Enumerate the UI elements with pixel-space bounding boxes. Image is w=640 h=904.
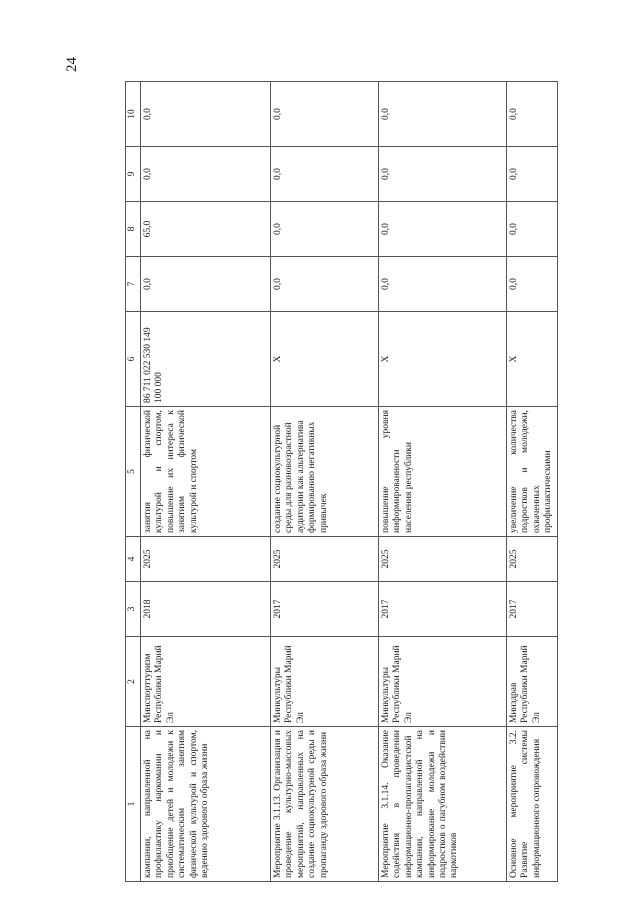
start-year-cell: 2017: [271, 582, 379, 637]
value-cell: 0,0: [271, 202, 379, 257]
program-table: [125, 81, 558, 882]
measure-name-cell: Основное мероприятие 3.2. Развитие системы информационного сопровождения: [507, 727, 558, 882]
end-year-cell: 2025: [507, 537, 558, 582]
end-year-cell: 2025: [271, 537, 379, 582]
value-cell: 0,0: [507, 147, 558, 202]
result-cell: увеличение количества подростков и молодежи, охваченных профилактическими: [507, 407, 558, 537]
start-year-cell: 2017: [507, 582, 558, 637]
page-number: 24: [64, 57, 80, 72]
table-row: [379, 82, 507, 882]
executor-cell: Минкультуры Республики Марий Эл: [271, 637, 379, 727]
value-cell: 0,0: [141, 257, 271, 312]
measure-name-cell: Мероприятие 3.1.14. Оказание содействия в проведении информационно-пропагандистской кампании, направленной на информирование молодежи и подростков о пагубном воздействии наркотиков: [379, 727, 507, 882]
end-year-cell: 2025: [379, 537, 507, 582]
table-header-row: [126, 82, 141, 882]
value-cell: 0,0: [379, 202, 507, 257]
value-cell: 0,0: [271, 82, 379, 147]
end-year-cell: 2025: [141, 537, 271, 582]
rotated-table-container: [125, 82, 554, 882]
executor-cell: Минкультуры Республики Марий Эл: [379, 637, 507, 727]
value-cell: 0,0: [271, 147, 379, 202]
table-row: [271, 82, 379, 882]
table-row: [507, 82, 558, 882]
value-cell: 0,0: [141, 82, 271, 147]
header-cell: 8: [126, 202, 141, 257]
header-cell: 2: [126, 637, 141, 727]
header-cell: 10: [126, 82, 141, 147]
executor-cell: Минздрав Республики Марий Эл: [507, 637, 558, 727]
header-cell: 9: [126, 147, 141, 202]
result-cell: создание социокультурной среды для разновозрастной аудитории как альтернатива формированию негативных привычек: [271, 407, 379, 537]
header-cell: 7: [126, 257, 141, 312]
table-row: [141, 82, 271, 882]
code-cell: X: [379, 312, 507, 407]
code-cell: X: [271, 312, 379, 407]
header-cell: 1: [126, 727, 141, 882]
result-cell: занятия физической культурой и спортом, повышение их интереса к занятиям физической культурой и спортом: [141, 407, 271, 537]
header-cell: 3: [126, 582, 141, 637]
result-cell: повышение уровня информированности населения республики: [379, 407, 507, 537]
value-cell: 0,0: [141, 147, 271, 202]
value-cell: 0,0: [379, 257, 507, 312]
value-cell: 0,0: [379, 147, 507, 202]
code-cell: X: [507, 312, 558, 407]
value-cell: 65,0: [141, 202, 271, 257]
start-year-cell: 2017: [379, 582, 507, 637]
header-cell: 5: [126, 407, 141, 537]
start-year-cell: 2018: [141, 582, 271, 637]
header-cell: 6: [126, 312, 141, 407]
code-cell: 86 711 022 530 149 100 000: [141, 312, 271, 407]
header-cell: 4: [126, 537, 141, 582]
value-cell: 0,0: [507, 202, 558, 257]
value-cell: 0,0: [271, 257, 379, 312]
measure-name-cell: Мероприятие 3.1.13. Организация и проведение культурно-массовых мероприятий, направленных на создание социокультурной среды и пропаганду здорового образа жизни: [271, 727, 379, 882]
value-cell: 0,0: [379, 82, 507, 147]
value-cell: 0,0: [507, 82, 558, 147]
value-cell: 0,0: [507, 257, 558, 312]
executor-cell: Минспорттуризм Республики Марий Эл: [141, 637, 271, 727]
measure-name-cell: кампании, направленной на профилактику наркомании и приобщение детей и молодежи к систематическим занятиям физической культурой и спортом, ведению здорового образа жизни: [141, 727, 271, 882]
